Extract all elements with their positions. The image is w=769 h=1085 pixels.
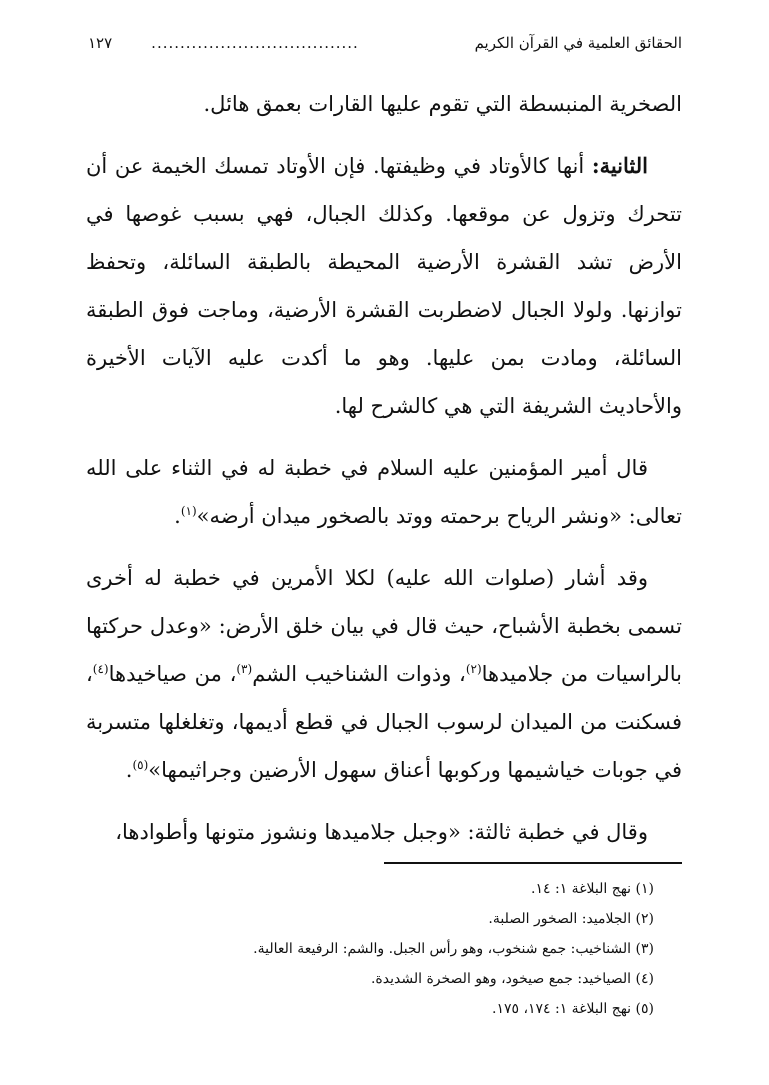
paragraph-3-end: . — [174, 504, 181, 528]
running-header — [88, 30, 682, 56]
footnote-3: (٣) الشناخيب: جمع شنخوب، وهو رأس الجبل. والشم: الرفيعة العالية. — [253, 941, 654, 957]
footnote-ref-4[interactable]: (٤) — [92, 662, 109, 676]
main-text — [86, 80, 682, 870]
footnote-2: (٢) الجلاميد: الصخور الصلبة. — [488, 911, 654, 927]
footnotes — [86, 874, 682, 1024]
paragraph-1 — [86, 80, 682, 128]
paragraph-2 — [86, 142, 682, 430]
page-number: ١٢٧ — [88, 34, 113, 52]
paragraph-3 — [86, 444, 682, 540]
header-leader-dots: .................................... — [151, 34, 359, 52]
footnote-ref-5[interactable]: (٥) — [132, 758, 149, 772]
paragraph-4-part-b: ، وذوات الشناخيب الشم — [252, 662, 466, 686]
footnote-5: (٥) نهج البلاغة ١: ١٧٤، ١٧٥. — [491, 1001, 654, 1017]
footnote-4: (٤) الصياخيد: جمع صيخود، وهو الصخرة الشديدة. — [370, 971, 654, 987]
paragraph-5 — [86, 808, 682, 856]
footnote-ref-2[interactable]: (٢) — [465, 662, 482, 676]
paragraph-5-text: وقال في خطبة ثالثة: «وجبل جلاميدها ونشوز متونها وأطوادها، — [115, 820, 648, 844]
paragraph-2-text: أنها كالأوتاد في وظيفتها. فإن الأوتاد تمسك الخيمة عن أن تتحرك وتزول عن موقعها. وكذلك الجبال، فهي بسبب غوصها في الأرض تشد القشرة الأرضية المحيطة بالطبقة السائلة، وتحفظ توازنها. ولولا الجبال لاضطربت القشرة الأرضية، وماجت فوق الطبقة السائلة، ومادت بمن عليها. وهو ما أكدت عليه الآيات الأخيرة والأحاديث الشريفة التي هي كالشرح لها. — [86, 154, 682, 418]
footnote-ref-3[interactable]: (٣) — [236, 662, 253, 676]
header-title: الحقائق العلمية في القرآن الكريم — [474, 34, 682, 52]
paragraph-4-part-d: ، فسكنت من الميدان لرسوب الجبال في قطع أديمها، وتغلغلها متسربة في جوبات خياشيمها وركوبها أعناق سهول الأرضين وجراثيمها» — [86, 662, 682, 782]
footnote-separator — [384, 862, 682, 864]
paragraph-4-part-c: ، من صياخيدها — [108, 662, 237, 686]
paragraph-4 — [86, 554, 682, 794]
paragraph-4-end: . — [125, 758, 133, 782]
paragraph-3-text: قال أمير المؤمنين عليه السلام في خطبة له في الثناء على الله تعالى: «ونشر الرياح برحمته ووتد بالصخور ميدان أرضه» — [86, 456, 682, 528]
footnote-ref-1[interactable]: (١) — [180, 504, 197, 518]
paragraph-1-text: الصخرية المنبسطة التي تقوم عليها القارات بعمق هائل. — [203, 92, 682, 116]
footnote-1: (١) نهج البلاغة ١: ١٤. — [531, 881, 654, 897]
paragraph-2-lead: الثانية: — [591, 153, 648, 178]
paragraph-4-part-a: وقد أشار (صلوات الله عليه) لكلا الأمرين في خطبة له أخرى تسمى بخطبة الأشباح، حيث قال في بيان خلق الأرض: «وعدل حركتها بالراسيات من جلاميدها — [86, 566, 682, 686]
